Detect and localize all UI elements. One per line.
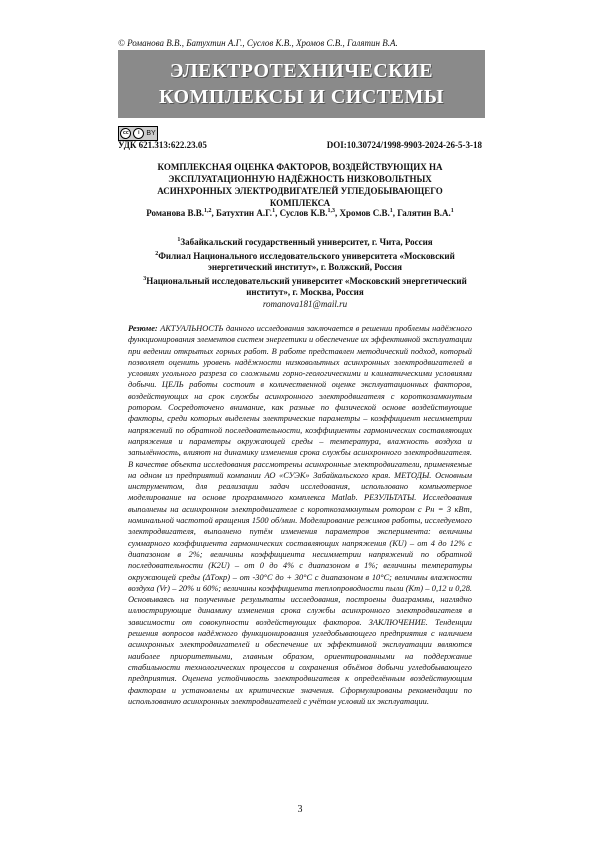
cc-license-badge [118,126,158,141]
author: Батухтин А.Г.$^1$ [216,208,276,218]
copyright-line: © Романова В.В., Батухтин А.Г., Суслов К.В., Хромов С.В., Галятин В.А. [118,38,398,48]
affiliation: $^3$Национальный исследовательский университет «Московский энергетический институт», г. Москва, Россия [143,275,467,297]
journal-banner [118,50,485,118]
by-person-icon: i [133,128,144,139]
author: Романова В.В.$^{1,2}$ [146,208,212,218]
author: Галятин В.А.$^1$ [397,208,454,218]
author: Хромов С.В.$^1$ [339,208,393,218]
affiliation: $^2$Филиал Национального исследовательского университета «Московский энергетический институт», г. Волжский, Россия [155,250,455,272]
journal-title-line1: ЭЛЕКТРОТЕХНИЧЕСКИЕ [169,60,434,82]
affiliation: $^1$Забайкальский государственный университет, г. Чита, Россия [177,237,433,247]
abstract [128,323,472,707]
journal-title-line2: КОМПЛЕКСЫ И СИСТЕМЫ [158,86,445,108]
author-email: romanova181@mail.ru [262,298,348,309]
license-label: BY [146,130,156,137]
article-title: КОМПЛЕКСНАЯ ОЦЕНКА ФАКТОРОВ, ВОЗДЕЙСТВУЮЩИХ НА ЭКСПЛУАТАЦИОННУЮ НАДЁЖНОСТЬ НИЗКОВОЛЬТНЫХ АСИНХРОННЫХ ЭЛЕКТРОДВИГАТЕЛЕЙ УГЛЕДОБЫВАЮЩЕГО КОМПЛЕКСА [157,162,443,208]
doi: DOI:10.30724/1998-9903-2024-26-5-3-18 [326,140,482,150]
affiliations [140,235,470,310]
author-list: Романова В.В.$^{1,2}$, Батухтин А.Г.$^1$, Суслов К.В.$^{1,3}$, Хромов С.В.$^1$, Галятин В.А.$^1$ [146,208,454,218]
page-number: 3 [297,804,303,815]
abstract-text: АКТУАЛЬНОСТЬ данного исследования заключается в решении проблемы надёжного функционирования элементов систем энергетики и обеспечение их эффективной эксплуатации при ведении открытых горных работ. В работе представлен методический подход, который позволяет оценить уровень надёжности низковольтных асинхронных электродвигателей в условиях угольного разреза со сложными горно-геологическими и климатическими условиями добычи. ЦЕЛЬ работы состоит в количественной оценке эксплуатационных факторов, воздействующих на срок службы асинхронного электродвигателя с короткозамкнутым ротором. Сосредоточено внимание, как разные по физической основе воздействующие факторы, среди которых выделены электрические параметры – коэффициент несимметрии напряжений по обратной последовательности, коэффициенты гармонических составляющих напряжения и параметры окружающей среды – температура, влажность воздуха и запылённость, влияют на динамику изменения срока службы асинхронного электродвигателя. В качестве объекта исследования рассмотрены асинхронные электродвигатели, применяемые на одном из предприятий компании АО «СУЭК» Забайкальского края. МЕТОДЫ. Основным инструментом, для реализации задач исследования, использовано компьютерное моделирование на основе программного комплекса Matlab. РЕЗУЛЬТАТЫ. Исследования выполнены на асинхронном электродвигателе с короткозамкнутым ротором с Pн = 3 кВт, номинальной частотой вращения 1500 об/мин. Моделирование режимов работы, исследуемого электродвигателя, выполнено путём изменения параметров эксперимента: величины суммарного коэффициента гармонических составляющих напряжения (KU) – от 4 до 12% с диапазоном в 2%; величины коэффициента несимметрии напряжений по обратной последовательности (K2U) – от 0 до 4% с диапазоном в 1%; величины температуры окружающей среды (ΔTокр) – от -30°C до + 30°C с диапазоном в 10°C; величины влажности воздуха (Vr) – 20% и 60%; величины коэффициента теплопроводности пыли (Km) – 0,12 и 0,28. Основываясь на полученные результаты исследования, построены диаграммы, наглядно иллюстрирующие динамику изменения срока службы асинхронного электродвигателя в зависимости от совокупности воздействующих факторов. ЗАКЛЮЧЕНИЕ. Тенденции решения вопросов надёжного функционирования угледобывающего предприятия с наличием асинхронных электродвигателей и обеспечение их эффективной эксплуатации являются наиболее приоритетными, главным образом, ориентированными на поддержание стабильности технологических процессов и сохранения объёмов добычи угледобывающего предприятия. Оценена устойчивость электродвигателя к определённым воздействующим факторам и установлены их критические значения. Сформулированы рекомендации по использованию асинхронных электродвигателей с учётом условий их эксплуатации. [128,324,473,706]
abstract-label: Резюме: [128,324,158,333]
author: Суслов К.В.$^{1,3}$ [279,208,336,218]
cc-icon: cc [120,128,131,139]
udc-code: УДК 621.313:622.23.05 [118,140,207,150]
